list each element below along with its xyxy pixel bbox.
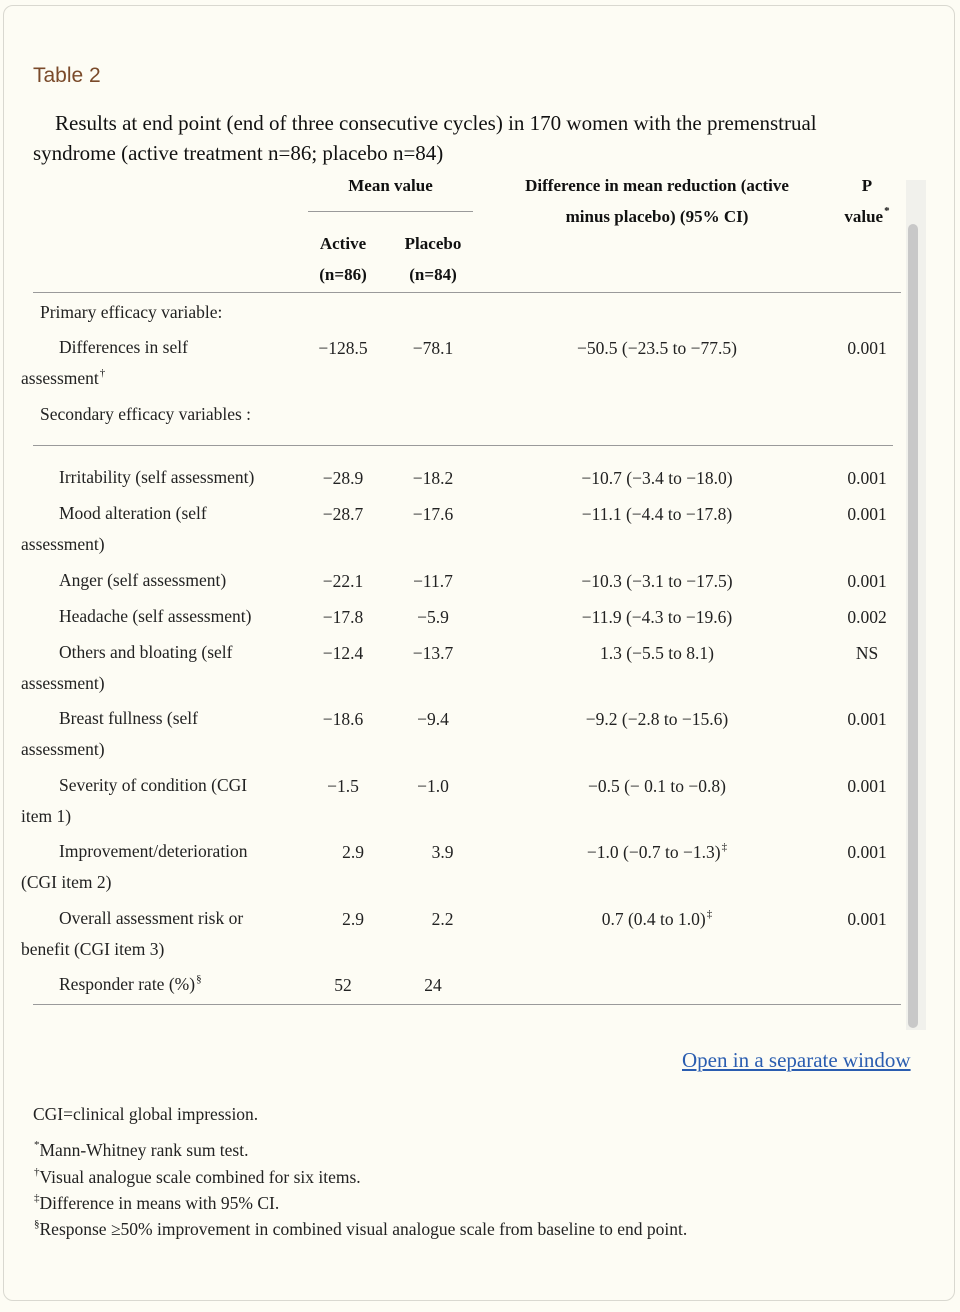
row-label: Headache (self assessment) xyxy=(59,606,252,626)
cell-active: 2.9 xyxy=(342,842,364,862)
cell-difference: −1.0 (−0.7 to −1.3)‡ xyxy=(586,841,728,862)
cell-p-value: 0.001 xyxy=(847,571,887,591)
header-active-line2: (n=86) xyxy=(319,265,367,284)
row-label: Irritability (self assessment) xyxy=(59,467,255,487)
header-p-line2: value* xyxy=(844,205,890,226)
cell-p-value: 0.001 xyxy=(847,842,887,862)
cell-placebo: −78.1 xyxy=(412,338,454,358)
row-label: Overall assessment risk or benefit (CGI item 3) xyxy=(21,908,244,959)
cell-placebo: −17.6 xyxy=(412,504,454,524)
header-difference-line2: minus placebo) (95% CI) xyxy=(565,207,749,226)
row-label: Others and bloating (self assessment) xyxy=(21,642,233,693)
cell-difference: −0.5 (− 0.1 to −0.8) xyxy=(587,776,726,796)
header-bottom-rule xyxy=(33,292,901,293)
cell-active: 52 xyxy=(334,975,352,995)
row-footnote-mark: † xyxy=(99,367,106,379)
cell-active: −22.1 xyxy=(322,571,364,591)
section-primary: Primary efficacy variable: xyxy=(40,302,223,322)
header-difference-line1: Difference in mean reduction (active xyxy=(525,176,789,195)
table-bottom-rule xyxy=(33,1004,901,1005)
footnote: *Mann-Whitney rank sum test. xyxy=(34,1139,249,1160)
footnote-mark: † xyxy=(34,1166,40,1178)
open-separate-window-link[interactable]: Open in a separate window xyxy=(682,1048,911,1072)
cell-p-value: 0.001 xyxy=(847,504,887,524)
cell-placebo: −13.7 xyxy=(412,643,454,663)
row-label: Anger (self assessment) xyxy=(59,570,227,590)
cell-p-value: 0.001 xyxy=(847,776,887,796)
cell-difference: −10.3 (−3.1 to −17.5) xyxy=(581,571,733,591)
cell-p-value: NS xyxy=(855,643,879,663)
header-mean-value: Mean value xyxy=(348,176,433,195)
header-mean-divider xyxy=(308,211,473,212)
footnote-mark: ‡ xyxy=(34,1192,40,1204)
footnote: ‡Difference in means with 95% CI. xyxy=(34,1192,280,1213)
cell-difference: −11.9 (−4.3 to −19.6) xyxy=(581,607,733,627)
cell-difference: −11.1 (−4.4 to −17.8) xyxy=(581,504,733,524)
header-placebo-line1: Placebo xyxy=(404,234,462,253)
cell-placebo: −18.2 xyxy=(412,468,454,488)
cell-p-value: 0.001 xyxy=(847,338,887,358)
footnote: †Visual analogue scale combined for six items. xyxy=(34,1166,361,1187)
table-label: Table 2 xyxy=(33,64,101,87)
row-label: Responder rate (%)§ xyxy=(59,973,202,994)
cell-footnote-mark: ‡ xyxy=(706,908,713,920)
row-label: Severity of condition (CGI item 1) xyxy=(21,775,248,826)
row-label: Mood alteration (self assessment) xyxy=(21,503,207,554)
header-p-footnote-mark: * xyxy=(884,205,890,217)
cell-p-value: 0.001 xyxy=(847,468,887,488)
section-rule xyxy=(33,445,893,446)
cell-active: −28.9 xyxy=(322,468,364,488)
cell-placebo: 24 xyxy=(424,975,442,995)
cell-p-value: 0.001 xyxy=(847,909,887,929)
cell-placebo: −1.0 xyxy=(417,776,449,796)
cell-placebo: 2.2 xyxy=(431,909,454,929)
cell-active: −1.5 xyxy=(327,776,359,796)
table-caption: Results at end point (end of three consecutive cycles) in 170 women with the premenstrual syndrome (active treatment n=86; placebo n=84) xyxy=(33,111,817,165)
footnote: CGI=clinical global impression. xyxy=(33,1104,259,1124)
cell-difference: 1.3 (−5.5 to 8.1) xyxy=(600,643,714,663)
footnote-mark: § xyxy=(34,1218,40,1230)
cell-footnote-mark: ‡ xyxy=(721,841,728,853)
cell-placebo: −5.9 xyxy=(417,607,449,627)
cell-p-value: 0.002 xyxy=(847,607,887,627)
header-p-line1: P xyxy=(861,176,873,195)
cell-placebo: 3.9 xyxy=(431,842,454,862)
footnote: §Response ≥50% improvement in combined visual analogue scale from baseline to end point. xyxy=(34,1218,688,1239)
cell-active: −17.8 xyxy=(322,607,364,627)
header-placebo-line2: (n=84) xyxy=(409,265,457,284)
cell-placebo: −11.7 xyxy=(413,571,453,591)
cell-active: −12.4 xyxy=(322,643,364,663)
cell-active: −128.5 xyxy=(318,338,368,358)
footnote-mark: * xyxy=(34,1139,40,1151)
header-active-line1: Active xyxy=(319,234,367,253)
table-scrollbar-thumb[interactable] xyxy=(908,224,918,1028)
cell-difference: 0.7 (0.4 to 1.0)‡ xyxy=(601,908,713,929)
cell-active: −28.7 xyxy=(322,504,364,524)
cell-difference: −10.7 (−3.4 to −18.0) xyxy=(581,468,733,488)
row-label: Breast fullness (self assessment) xyxy=(21,708,198,759)
row-label: Improvement/deterioration (CGI item 2) xyxy=(21,841,248,892)
row-label: Differences in self assessment† xyxy=(21,337,188,388)
cell-difference: −50.5 (−23.5 to −77.5) xyxy=(577,338,737,358)
cell-difference: −9.2 (−2.8 to −15.6) xyxy=(585,709,729,729)
section-secondary: Secondary efficacy variables : xyxy=(40,404,252,424)
cell-active: 2.9 xyxy=(342,909,364,929)
row-footnote-mark: § xyxy=(196,973,202,985)
cell-placebo: −9.4 xyxy=(417,709,449,729)
cell-active: −18.6 xyxy=(322,709,364,729)
cell-p-value: 0.001 xyxy=(847,709,887,729)
